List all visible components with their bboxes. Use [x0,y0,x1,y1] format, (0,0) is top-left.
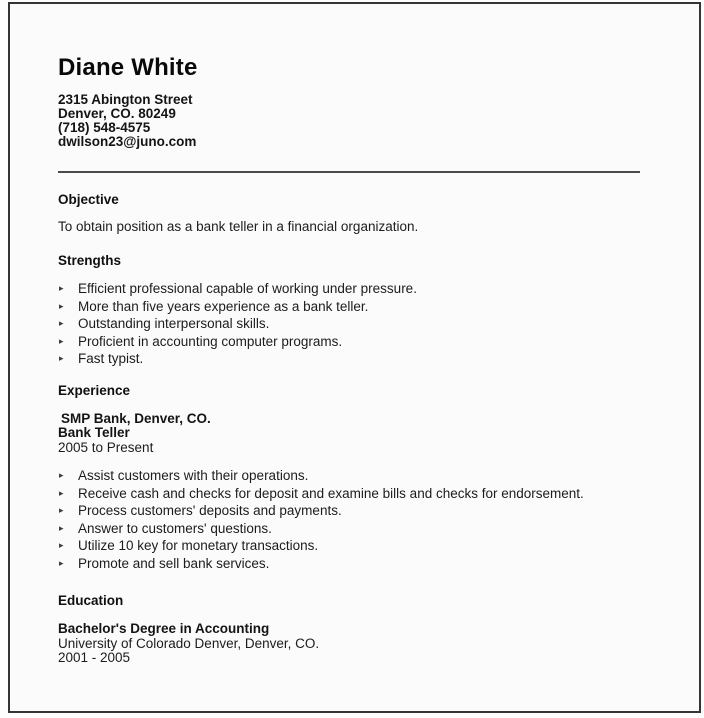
bullet-triangle-icon: ▸ [59,540,64,550]
duty-text: Process customers' deposits and payments. [78,503,342,518]
duty-text: Assist customers with their operations. [78,468,309,483]
bullet-triangle-icon: ▸ [59,335,64,346]
strength-text: Outstanding interpersonal skills. [78,316,270,331]
list-item [58,315,654,333]
education-block [58,622,654,666]
education-degree: Bachelor's Degree in Accounting [58,621,270,636]
person-name: Diane White [58,54,198,81]
objective-heading: Objective [58,192,119,207]
duty-text: Answer to customers' questions. [78,520,272,536]
strength-text: Efficient professional capable of working under pressure. [78,281,417,296]
strength-text: More than five years experience as a bank teller. [78,298,369,314]
education-dates: 2001 - 2005 [58,650,131,665]
strengths-heading: Strengths [58,253,122,268]
education-school: University of Colorado Denver, Denver, CO. [58,635,320,651]
bullet-triangle-icon: ▸ [59,318,64,328]
phone-number: (718) 548-4575 [58,120,151,135]
email-address: dwilson23@juno.com [58,134,197,149]
bullet-triangle-icon: ▸ [59,283,64,293]
experience-list [58,467,654,572]
bullet-triangle-icon: ▸ [59,487,64,498]
header-divider [58,171,640,173]
list-item [58,333,654,351]
duty-text: Receive cash and checks for deposit and examine bills and checks for endorsement. [78,485,584,501]
list-item [58,537,654,555]
job-title: Bank Teller [58,425,130,440]
list-item [58,298,654,316]
strength-text: Proficient in accounting computer programs. [78,333,343,349]
list-item [58,485,654,503]
job-company: SMP Bank, Denver, CO. [61,410,211,426]
bullet-triangle-icon: ▸ [59,522,64,533]
strength-text: Fast typist. [78,351,144,366]
bullet-triangle-icon: ▸ [59,557,64,568]
resume-content [10,55,699,666]
list-item [58,280,654,298]
bullet-triangle-icon: ▸ [59,353,64,363]
list-item [58,502,654,520]
list-item [58,555,654,573]
list-item [58,350,654,368]
strengths-list [58,280,654,368]
list-item [58,467,654,485]
objective-text: To obtain position as a bank teller in a financial organization. [58,219,419,234]
duty-text: Promote and sell bank services. [78,555,270,571]
duty-text: Utilize 10 key for monetary transactions. [78,538,319,553]
address-street: 2315 Abington Street [58,92,193,107]
address-city: Denver, CO. 80249 [58,106,176,121]
job-block [58,412,654,456]
bullet-triangle-icon: ▸ [59,470,64,480]
contact-block [58,93,654,149]
job-dates: 2005 to Present [58,439,154,455]
education-heading: Education [58,593,124,608]
bullet-triangle-icon: ▸ [59,300,64,311]
bullet-triangle-icon: ▸ [59,505,64,515]
resume-page [8,2,701,713]
list-item [58,520,654,538]
experience-heading: Experience [58,382,131,398]
